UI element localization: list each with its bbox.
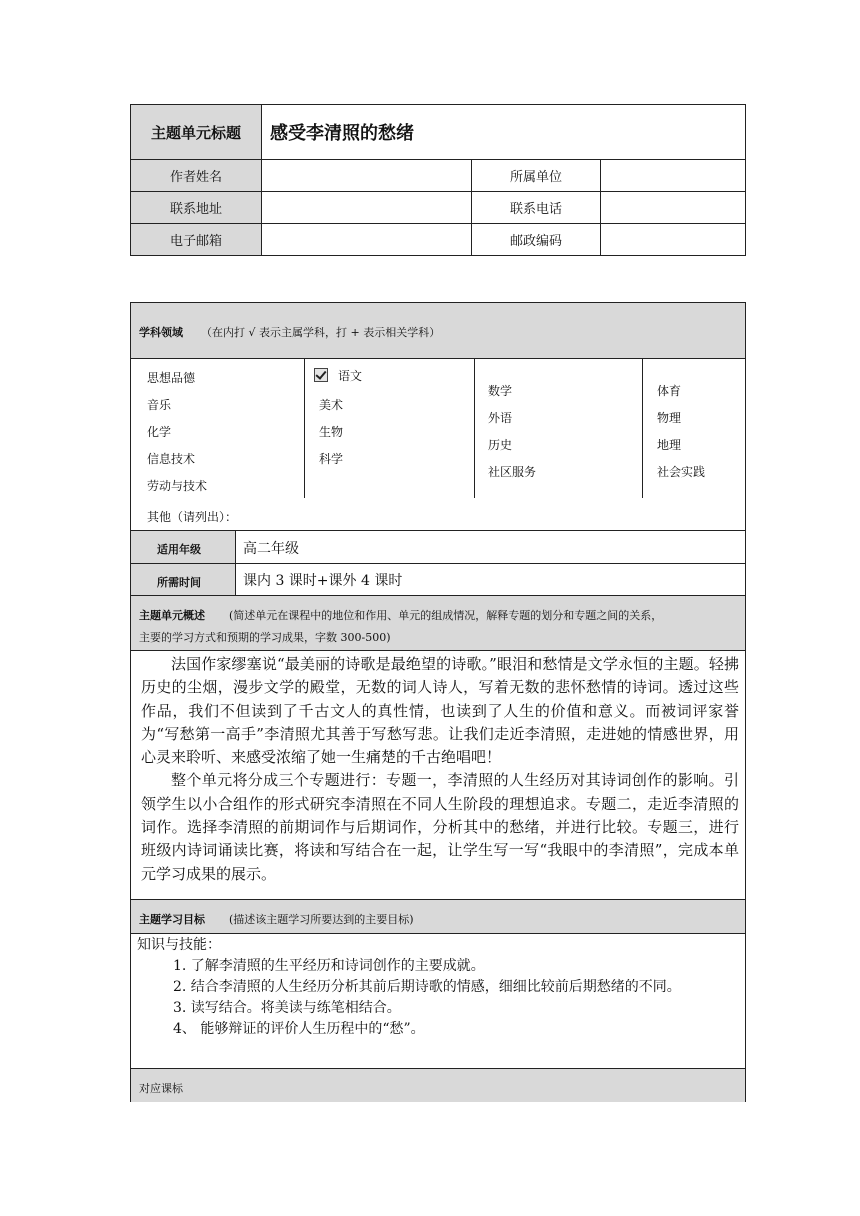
divider (642, 359, 643, 498)
email-label: 电子邮箱 (131, 224, 262, 256)
author-label: 作者姓名 (131, 160, 262, 192)
title-value: 感受李清照的愁绪 (262, 105, 746, 160)
overview-paragraph: 法国作家缪塞说“最美丽的诗歌是最绝望的诗歌。”眼泪和愁情是文学永恒的主题。轻拂历史的尘烟，漫步文学的殿堂，无数的词人诗人，写着无数的悲怀愁情的诗词。透过这些作品，我们不但读到了千古文人的真性情，也读到了人生的价值和意义。而被词评家誉为“写愁第一高手”李清照尤其善于写愁写悲。让我们走近李清照，走进她的情感世界，用心灵来聆听、来感受浓缩了她一生痛楚的千古绝唱吧！ (141, 655, 739, 767)
overview-text[interactable] (141, 653, 739, 886)
overview-header (131, 596, 745, 651)
subject-item[interactable]: 体育 (657, 384, 682, 398)
subject-item[interactable]: 化学 (147, 425, 172, 439)
subject-item[interactable]: 劳动与技术 (147, 479, 208, 493)
info-table (130, 104, 746, 256)
subject-item[interactable]: 信息技术 (147, 452, 196, 466)
goals-heading: 知识与技能： (137, 937, 221, 953)
grade-label: 适用年级 (157, 543, 201, 556)
subject-item[interactable]: 外语 (488, 411, 513, 425)
goal-item: 4、 能够辩证的评价人生历程中的“愁”。 (173, 1021, 425, 1037)
unit-form (130, 302, 746, 1102)
grade-value[interactable]: 高二年级 (243, 541, 299, 557)
subject-item[interactable]: 生物 (319, 425, 344, 439)
goal-item: 1. 了解李清照的生平经历和诗词创作的主要成就。 (173, 958, 485, 974)
postcode-label: 邮政编码 (472, 224, 601, 256)
phone-field[interactable] (601, 192, 746, 224)
subject-item[interactable]: 思想品德 (147, 371, 196, 385)
goals-note: (描述该主题学习所要达到的主要目标) (229, 913, 414, 926)
standards-label: 对应课标 (139, 1082, 183, 1095)
subject-area-note: （在内打 √ 表示主属学科，打 + 表示相关学科） (201, 326, 441, 339)
subject-item[interactable]: 社区服务 (488, 465, 537, 479)
time-label: 所需时间 (157, 576, 201, 589)
subject-item[interactable]: 历史 (488, 438, 513, 452)
overview-label: 主题单元概述 (139, 609, 205, 622)
title-label: 主题单元标题 (131, 105, 262, 160)
unit-label: 所属单位 (472, 160, 601, 192)
divider (474, 359, 475, 498)
other-subjects-label: 其他（请列出）： (147, 510, 238, 524)
subject-item[interactable]: 社会实践 (657, 465, 706, 479)
phone-label: 联系电话 (472, 192, 601, 224)
goals-text[interactable] (137, 935, 739, 1040)
subject-item-checked[interactable]: 语文 (338, 369, 363, 383)
address-field[interactable] (262, 192, 472, 224)
time-label-cell (131, 564, 235, 595)
overview-note-line2: 主要的学习方式和预期的学习成果，字数 300-500) (139, 631, 391, 644)
subject-item[interactable]: 物理 (657, 411, 682, 425)
subject-item[interactable]: 科学 (319, 452, 344, 466)
overview-paragraph: 整个单元将分成三个专题进行：专题一，李清照的人生经历对其诗词创作的影响。引领学生以小合组作的形式研究李清照在不同人生阶段的理想追求。专题二，走近李清照的词作。选择李清照的前期词作与后期词作，分析其中的愁绪，并进行比较。专题三，进行班级内诗词诵读比赛，将读和写结合在一起，让学生写一写“我眼中的李清照”，完成本单元学习成果的展示。 (141, 771, 739, 883)
divider (304, 359, 305, 498)
author-field[interactable] (262, 160, 472, 192)
subject-item[interactable]: 数学 (488, 384, 513, 398)
time-value[interactable]: 课内 3 课时+课外 4 课时 (243, 573, 403, 589)
grade-label-cell (131, 531, 235, 563)
overview-note-line1: (简述单元在课程中的地位和作用、单元的组成情况，解释专题的划分和专题之间的关系， (229, 609, 663, 622)
standards-header (131, 1068, 745, 1102)
subject-item[interactable]: 美术 (319, 398, 344, 412)
subject-area-label: 学科领域 (139, 326, 183, 339)
checkbox-checked-icon[interactable] (314, 368, 328, 382)
email-field[interactable] (262, 224, 472, 256)
subject-item[interactable]: 地理 (657, 438, 682, 452)
subject-area-header (131, 303, 745, 359)
unit-field[interactable] (601, 160, 746, 192)
goals-label: 主题学习目标 (139, 913, 205, 926)
goal-item: 3. 读写结合。将美读与练笔相结合。 (173, 1000, 401, 1016)
subject-item[interactable]: 音乐 (147, 398, 172, 412)
address-label: 联系地址 (131, 192, 262, 224)
postcode-field[interactable] (601, 224, 746, 256)
goal-item: 2. 结合李清照的人生经历分析其前后期诗歌的情感，细细比较前后期愁绪的不同。 (173, 979, 681, 995)
goals-header (131, 899, 745, 934)
